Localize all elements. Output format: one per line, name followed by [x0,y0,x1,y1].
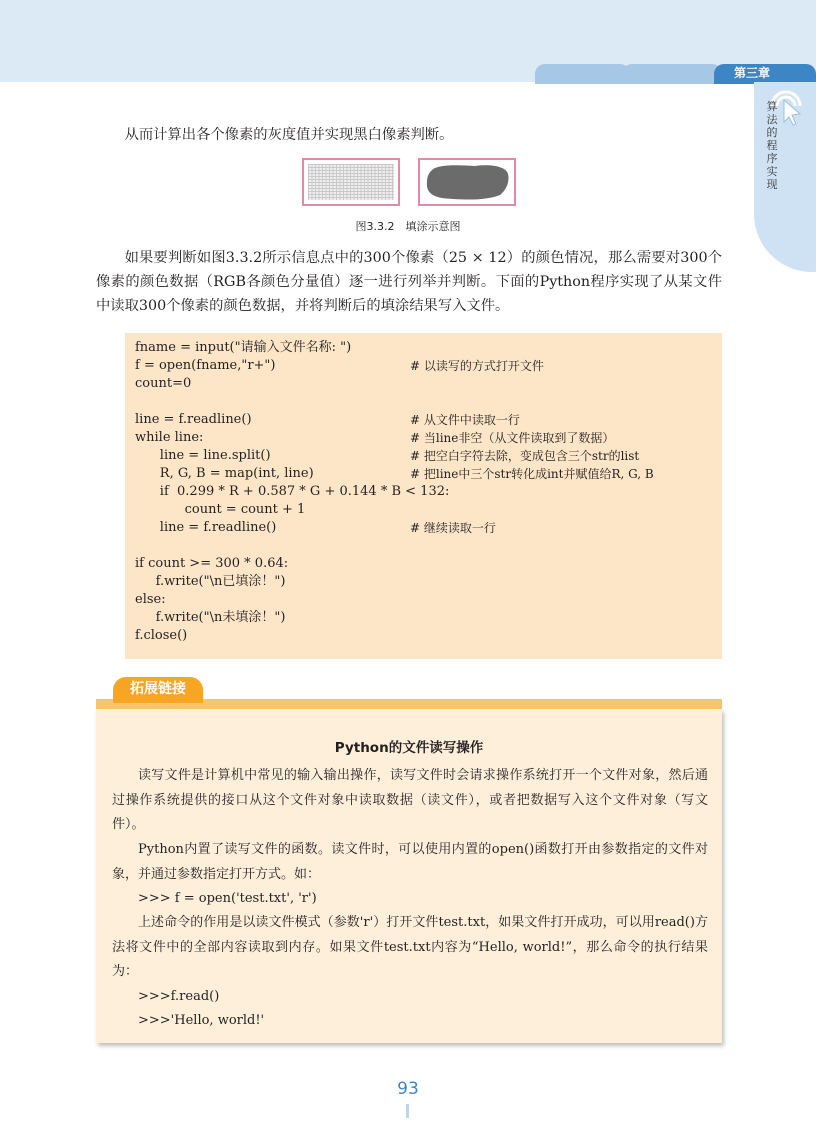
code-block [125,333,722,659]
page-number: 93 [397,1079,419,1099]
pixel-grid [308,164,394,200]
code-comment: # 继续读取一行 [410,521,496,535]
filled-mark-shape [420,160,514,204]
side-label: 算法的程序实现 [766,100,778,191]
code-comment: # 以读写的方式打开文件 [410,359,544,373]
extension-paragraph-2: Python内置了读写文件的函数。读文件时，可以使用内置的open()函数打开由参数指定的文件对象，并通过参数指定打开方式。如： [112,842,708,882]
extension-code-result: >>>'Hello, world!' [138,1013,265,1028]
code-comment: # 把line中三个str转化成int并赋值给R, G, B [410,467,654,481]
code-line: f.close() [135,628,188,643]
code-line: if count >= 300 * 0.64: [135,556,289,571]
code-line: count=0 [135,376,192,391]
code-comment: # 当line非空（从文件读取到了数据） [410,431,615,445]
code-line: fname = input("请输入文件名称: ") [135,340,352,355]
extension-notch [96,705,722,717]
code-line: f.write("\n已填涂！") [135,574,286,589]
code-line: else: [135,592,166,607]
paragraph-intro: 从而计算出各个像素的灰度值并实现黑白像素判断。 [124,127,454,143]
code-line: line = f.readline() [135,520,277,535]
chapter-tab: 第三章 [714,64,816,84]
extension-title: Python的文件读写操作 [334,740,484,756]
figure-3-3-2 [302,158,514,206]
chapter-tab-inactive-1 [535,64,630,84]
page-number-tick [406,1104,409,1118]
extension-code-read: >>>f.read() [138,989,220,1004]
code-line: line = f.readline() [135,412,252,427]
code-line: while line: [135,430,204,445]
extension-paragraph-1: 读写文件是计算机中常见的输入输出操作，读写文件时会请求操作系统打开一个文件对象，然后通过操作系统提供的接口从这个文件对象中读取数据（读文件），或者把数据写入这个文件对象（写文件）。 [112,768,708,832]
paragraph-description: 如果要判断如图3.3.2所示信息点中的300个像素（25 × 12）的颜色情况，那么需要对300个像素的颜色数据（RGB各颜色分量值）逐一进行列举并判断。下面的Python程序实现了从某文件中读取300个像素的颜色数据，并将判断后的填涂结果写入文件。 [96,250,722,314]
extension-paragraph-3: 上述命令的作用是以读文件模式（参数'r'）打开文件test.txt，如果文件打开成功，可以用read()方法将文件中的全部内容读取到内存。如果文件test.txt内容为“Hello, world!”，那么命令的执行结果为： [112,915,708,979]
code-line: R, G, B = map(int, line) [135,466,314,481]
code-line: if 0.299 * R + 0.587 * G + 0.144 * B < 132: [135,484,450,499]
figure-filled-blob [418,158,516,206]
code-comment: # 把空白字符去除，变成包含三个str的list [410,449,640,463]
figure-blank-grid [302,158,400,206]
code-line: f = open(fname,"r+") [135,358,276,373]
extension-tab: 拓展链接 [113,677,203,703]
figure-caption: 图3.3.2 填涂示意图 [355,220,461,233]
code-comment: # 从文件中读取一行 [410,413,520,427]
code-line: count = count + 1 [135,502,306,517]
extension-code-open: >>> f = open('test.txt', 'r') [138,891,317,906]
chapter-tab-inactive-2 [622,64,722,84]
code-line: line = line.split() [135,448,271,463]
code-line: f.write("\n未填涂！") [135,610,286,625]
